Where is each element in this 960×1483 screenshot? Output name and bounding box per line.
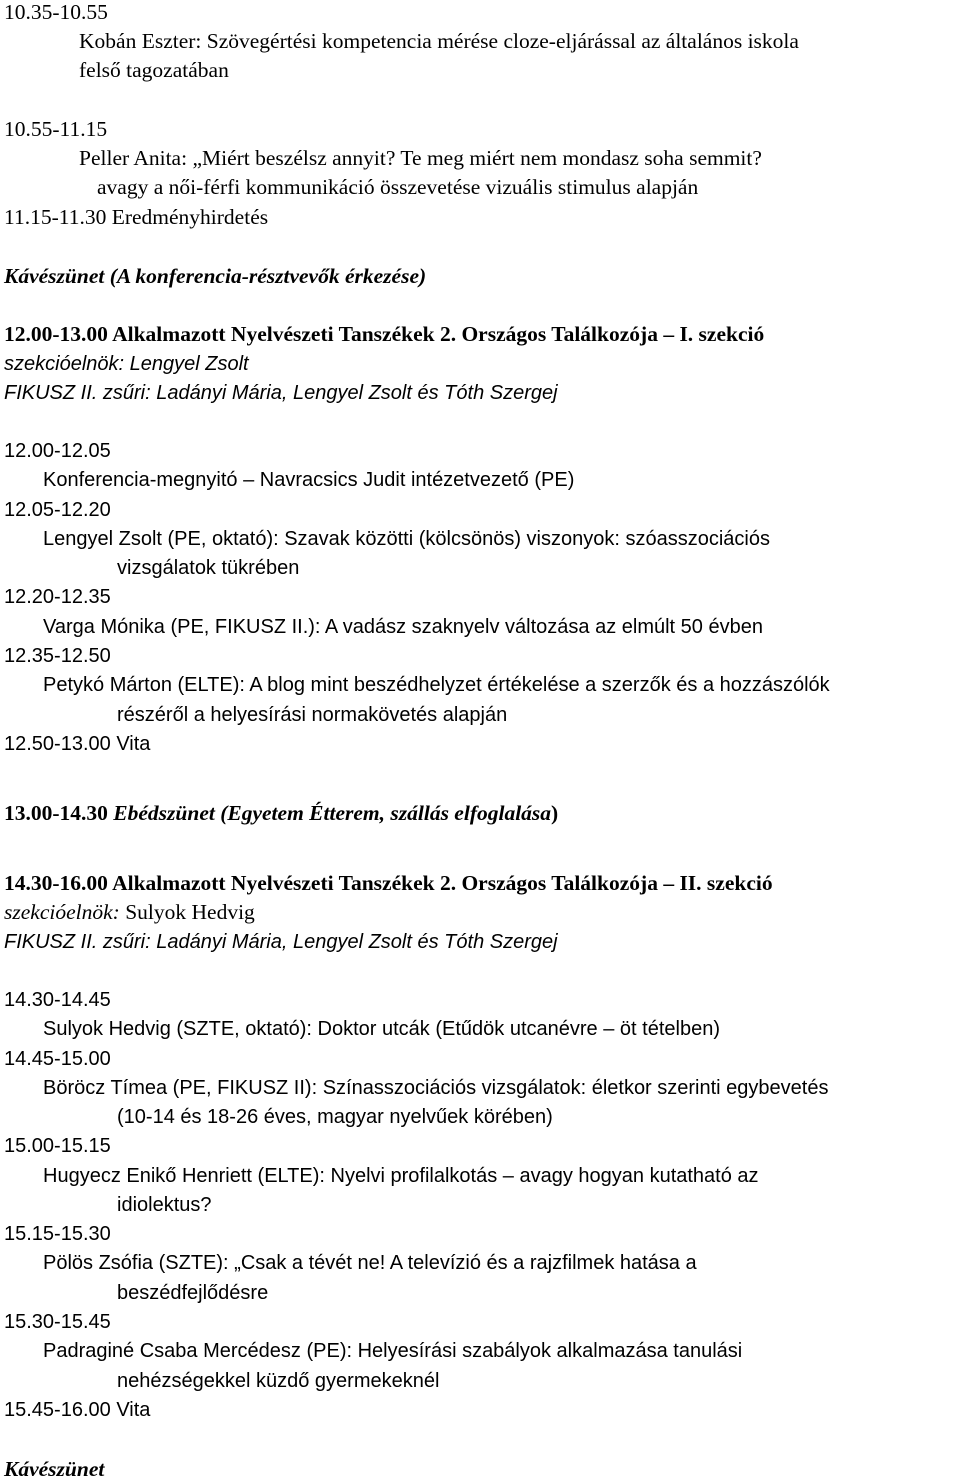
session-one-title: 12.00-13.00 Alkalmazott Nyelvészeti Tanszékek 2. Országos Találkozója – I. szekció <box>4 322 765 346</box>
time-slot: 12.00-12.05 <box>4 440 111 462</box>
session-jury: FIKUSZ II. zsűri: Ladányi Mária, Lengyel Zsolt és Tóth Szergej <box>4 382 558 404</box>
lunch-paren: ) <box>551 801 559 825</box>
coffee-break-heading: Kávészünet (A konferencia-résztvevők érkezése) <box>4 264 427 288</box>
debate-slot: 12.50-13.00 Vita <box>4 733 151 755</box>
time-slot: 14.30-14.45 <box>4 989 111 1011</box>
talk-title: Petykó Márton (ELTE): A blog mint beszédhelyzet értékelése a szerzők és a hozzászólók <box>43 674 830 696</box>
talk-title: Sulyok Hedvig (SZTE, oktató): Doktor utcák (Etűdök utcanévre – öt tételben) <box>43 1018 720 1040</box>
talk-title-continued: nehézségekkel küzdő gyermekeknél <box>117 1370 440 1392</box>
talk-title: Böröcz Tímea (PE, FIKUSZ II): Színasszociációs vizsgálatok: életkor szerinti egybevetés <box>43 1077 829 1099</box>
talk-title-continued: vizsgálatok tükrében <box>117 557 300 579</box>
time-slot: 12.20-12.35 <box>4 586 111 608</box>
lunch-time: 13.00-14.30 <box>4 801 108 825</box>
talk-title: Varga Mónika (PE, FIKUSZ II.): A vadász szaknyelv változása az elmúlt 50 évben <box>43 616 763 638</box>
jury-members: : Ladányi Mária, Lengyel Zsolt és Tóth Szergej <box>145 931 558 953</box>
talk-title: Kobán Eszter: Szövegértési kompetencia mérése cloze-eljárással az általános iskola <box>79 29 799 53</box>
chair-label: szekcióelnök: <box>4 900 120 924</box>
time-slot: 12.05-12.20 <box>4 499 111 521</box>
talk-title: Pölös Zsófia (SZTE): „Csak a tévét ne! A televízió és a rajzfilmek hatása a <box>43 1252 697 1274</box>
time-slot: 10.55-11.15 <box>4 117 108 141</box>
coffee-break-heading: Kávészünet <box>4 1457 105 1481</box>
debate-slot: 15.45-16.00 Vita <box>4 1399 151 1421</box>
session-two-title: 14.30-16.00 Alkalmazott Nyelvészeti Tanszékek 2. Országos Találkozója – II. szekció <box>4 871 773 895</box>
lunch-label: Ebédszünet (Egyetem Étterem, szállás elfoglalása <box>113 801 552 825</box>
talk-title: Hugyecz Enikő Henriett (ELTE): Nyelvi profilalkotás – avagy hogyan kutatható az <box>43 1165 759 1187</box>
time-slot: 14.45-15.00 <box>4 1048 111 1070</box>
talk-title: Peller Anita: „Miért beszélsz annyit? Te meg miért nem mondasz soha semmit? <box>79 146 762 170</box>
talk-title-continued: részéről a helyesírási normakövetés alapján <box>117 704 508 726</box>
talk-title: Lengyel Zsolt (PE, oktató): Szavak közötti (kölcsönös) viszonyok: szóasszociációs <box>43 528 770 550</box>
lunch-break <box>4 803 558 825</box>
time-slot: 15.30-15.45 <box>4 1311 111 1333</box>
talk-title-continued: avagy a női-férfi kommunikáció összevetése vizuális stimulus alapján <box>97 175 699 199</box>
chair-name: Sulyok Hedvig <box>125 900 255 924</box>
talk-title-continued: (10-14 és 18-26 éves, magyar nyelvűek körében) <box>117 1106 553 1128</box>
time-slot: 10.35-10.55 <box>4 0 108 24</box>
results-announcement: 11.15-11.30 Eredményhirdetés <box>4 205 269 229</box>
time-slot: 15.00-15.15 <box>4 1135 111 1157</box>
jury-label: FIKUSZ II. zsűri <box>4 931 146 953</box>
session-jury <box>4 932 558 952</box>
talk-title-continued: beszédfejlődésre <box>117 1282 269 1304</box>
session-chair: szekcióelnök: Lengyel Zsolt <box>4 353 249 375</box>
talk-title-continued: felső tagozatában <box>79 58 229 82</box>
talk-title-continued: idiolektus? <box>117 1194 212 1216</box>
time-slot: 15.15-15.30 <box>4 1223 111 1245</box>
talk-title: Konferencia-megnyitó – Navracsics Judit intézetvezető (PE) <box>43 469 575 491</box>
time-slot: 12.35-12.50 <box>4 645 111 667</box>
talk-title: Padraginé Csaba Mercédesz (PE): Helyesírási szabályok alkalmazása tanulási <box>43 1340 743 1362</box>
session-chair <box>4 902 255 924</box>
